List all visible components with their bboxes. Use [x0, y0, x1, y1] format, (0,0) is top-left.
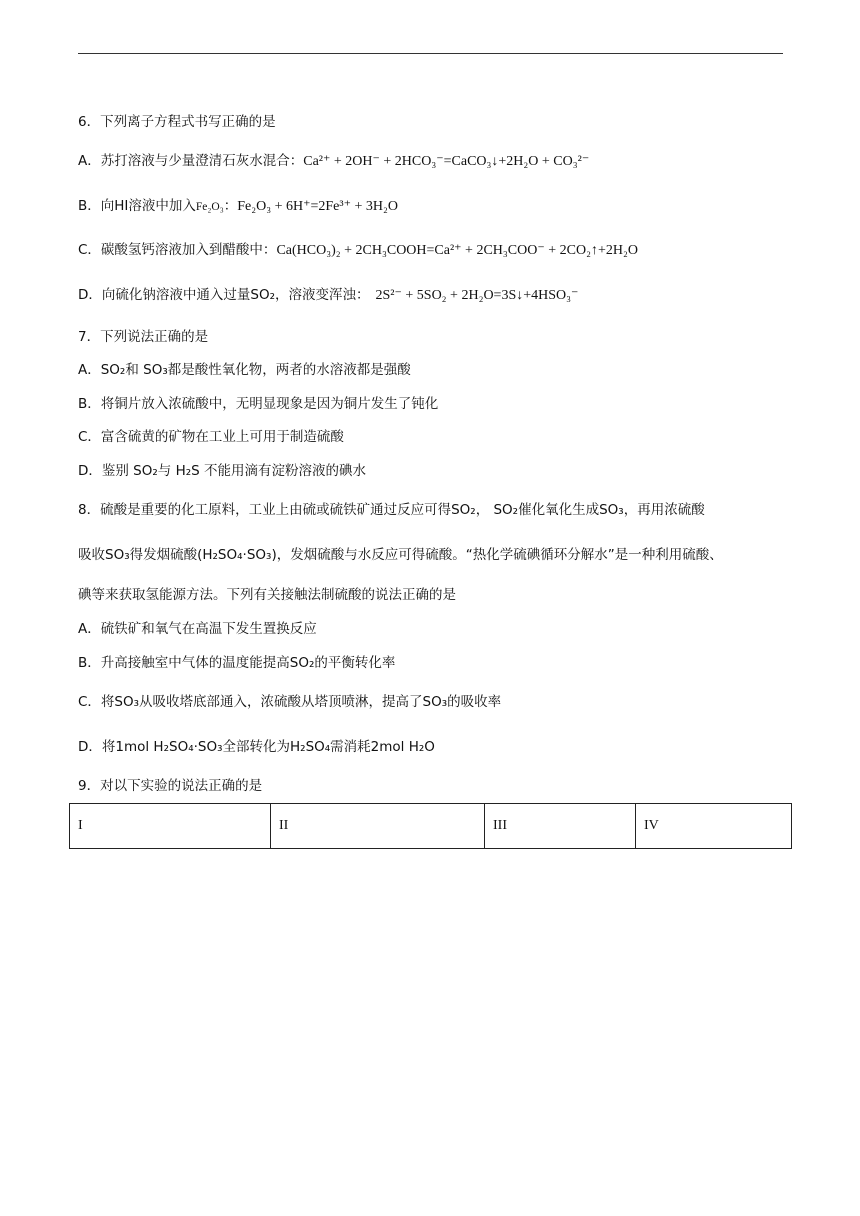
q8-option-b: B．升高接触室中气体的温度能提高SO₂的平衡转化率 [78, 655, 396, 671]
q8-option-d: D．将1mol H₂SO₄·SO₃全部转化为H₂SO₄需消耗2mol H₂O [78, 739, 435, 755]
q9-stem: 9．对以下实验的说法正确的是 [78, 778, 263, 794]
q6-d-text: D．向硫化钠溶液中通入过量SO₂，溶液变浑浊： [78, 287, 370, 303]
q6-a-text: A．苏打溶液与少量澄清石灰水混合： [78, 153, 304, 169]
header-cell-iii: III [485, 804, 636, 849]
q6-option-d [78, 286, 578, 305]
q6-b-text: B．向HI溶液中加入 [78, 198, 196, 214]
q7-option-d: D．鉴别 SO₂与 H₂S 不能用滴有淀粉溶液的碘水 [78, 463, 367, 479]
q6-b-colon: ： [223, 198, 238, 214]
q6-c-text: C．碳酸氢钙溶液加入到醋酸中： [78, 242, 277, 258]
q6-option-a [78, 152, 589, 171]
header-rule [78, 53, 783, 54]
q6-b-reagent: Fe₂O₃ [195, 201, 224, 213]
header-cell-i: I [70, 804, 271, 849]
q8-stem-line2: 吸收SO₃得发烟硫酸(H₂SO₄·SO₃)，发烟硫酸与水反应可得硫酸。“热化学硫碘循环分解水”是一种利用硫酸、 [78, 547, 723, 563]
q8-stem-line3: 碘等来获取氢能源方法。下列有关接触法制硫酸的说法正确的是 [78, 587, 456, 603]
q7-option-b: B．将铜片放入浓硫酸中，无明显现象是因为铜片发生了钝化 [78, 396, 439, 412]
q7-option-a: A．SO₂和 SO₃都是酸性氧化物，两者的水溶液都是强酸 [78, 362, 411, 378]
q6-c-equation: Ca(HCO₃)₂ + 2CH₃COOH=Ca²⁺ + 2CH₃COO⁻ + 2CO₂↑+2H₂O [276, 243, 638, 258]
q8-option-c: C．将SO₃从吸收塔底部通入，浓硫酸从塔顶喷淋，提高了SO₃的吸收率 [78, 694, 502, 710]
header-cell-ii: II [271, 804, 485, 849]
q6-option-c [78, 241, 638, 260]
q6-a-equation: Ca²⁺ + 2OH⁻ + 2HCO₃⁻=CaCO₃↓+2H₂O + CO₃²⁻ [303, 154, 590, 169]
q6-stem: 6．下列离子方程式书写正确的是 [78, 114, 276, 130]
q8-option-a: A．硫铁矿和氧气在高温下发生置换反应 [78, 621, 317, 637]
q6-b-equation: Fe₂O₃ + 6H⁺=2Fe³⁺ + 3H₂O [237, 199, 398, 214]
q8-stem-line1: 8．硫酸是重要的化工原料，工业上由硫或硫铁矿通过反应可得SO₂， SO₂催化氧化生成SO₃，再用浓硫酸 [78, 502, 705, 518]
q7-option-c: C．富含硫黄的矿物在工业上可用于制造硫酸 [78, 429, 344, 445]
q6-option-b [78, 197, 398, 216]
table-header-row [70, 804, 792, 849]
header-cell-iv: IV [636, 804, 792, 849]
q7-stem: 7．下列说法正确的是 [78, 329, 209, 345]
q6-d-equation: 2S²⁻ + 5SO₂ + 2H₂O=3S↓+4HSO₃⁻ [375, 288, 579, 303]
experiment-table [69, 803, 792, 849]
